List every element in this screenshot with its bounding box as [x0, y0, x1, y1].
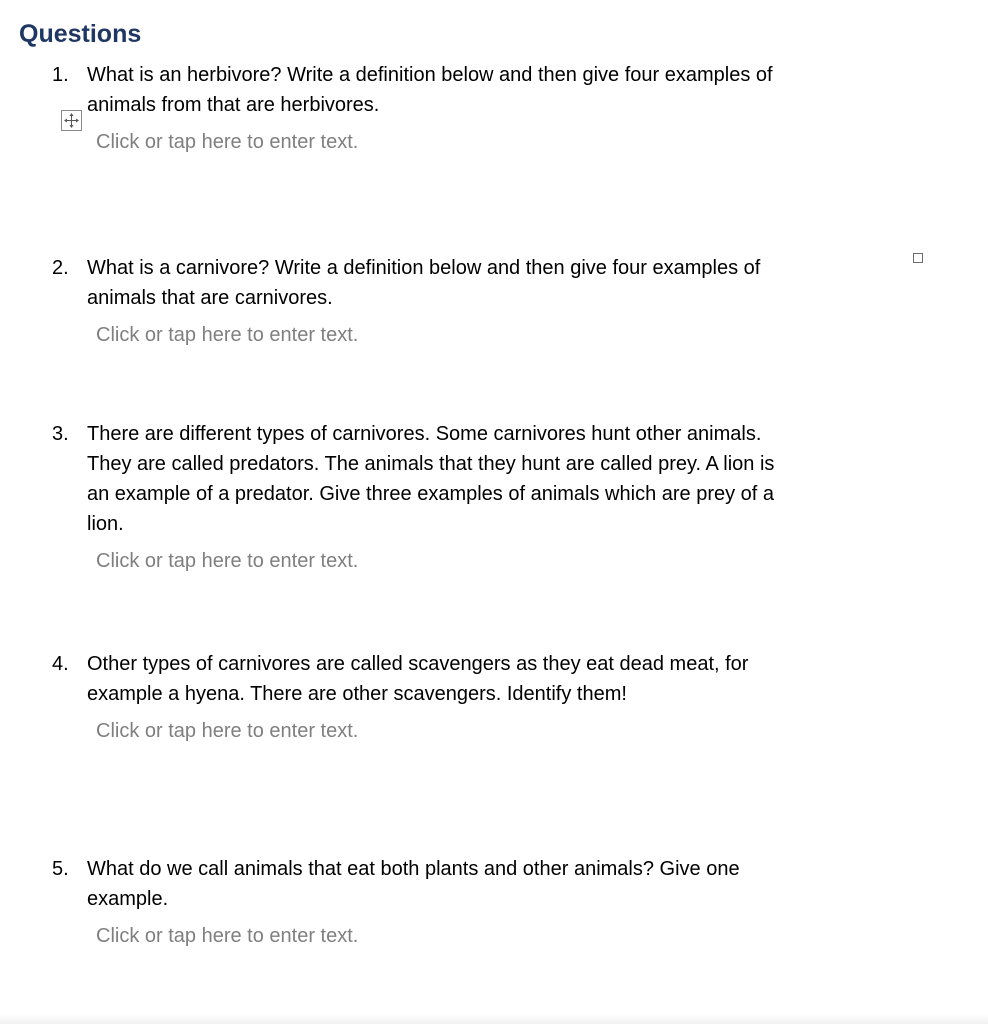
checkbox-icon[interactable] [913, 253, 923, 263]
question-5 [52, 854, 882, 948]
question-number: 4. [52, 653, 69, 675]
question-text [87, 60, 882, 120]
question-1 [52, 60, 882, 154]
question-line: They are called predators. The animals that they hunt are called prey. A lion is [87, 453, 775, 475]
answer-field-5[interactable]: Click or tap here to enter text. [96, 925, 359, 947]
question-text [87, 419, 882, 539]
question-line: What is a carnivore? Write a definition below and then give four examples of [87, 257, 761, 279]
question-line: animals that are carnivores. [87, 287, 333, 309]
question-line: lion. [87, 513, 124, 535]
question-line: What do we call animals that eat both plants and other animals? Give one [87, 858, 740, 880]
question-line: What is an herbivore? Write a definition below and then give four examples of [87, 64, 773, 86]
question-text [87, 649, 882, 709]
question-number: 3. [52, 423, 69, 445]
question-text [87, 854, 882, 914]
question-line: Other types of carnivores are called scavengers as they eat dead meat, for [87, 653, 749, 675]
move-arrows-icon[interactable] [61, 110, 82, 131]
question-3 [52, 419, 882, 573]
question-line: animals from that are herbivores. [87, 94, 380, 116]
section-heading: Questions [19, 20, 142, 48]
answer-field-4[interactable]: Click or tap here to enter text. [96, 720, 359, 742]
question-line: an example of a predator. Give three examples of animals which are prey of a [87, 483, 775, 505]
question-line: example a hyena. There are other scavengers. Identify them! [87, 683, 627, 705]
question-4 [52, 649, 882, 743]
question-number: 1. [52, 64, 69, 86]
answer-field-3[interactable]: Click or tap here to enter text. [96, 550, 359, 572]
question-number: 5. [52, 858, 69, 880]
answer-field-2[interactable]: Click or tap here to enter text. [96, 324, 359, 346]
question-number: 2. [52, 257, 69, 279]
question-2 [52, 253, 882, 347]
question-line: example. [87, 888, 169, 910]
question-text [87, 253, 882, 313]
page-bottom-edge [0, 1014, 988, 1024]
answer-field-1[interactable]: Click or tap here to enter text. [96, 131, 359, 153]
question-line: There are different types of carnivores. Some carnivores hunt other animals. [87, 423, 762, 445]
